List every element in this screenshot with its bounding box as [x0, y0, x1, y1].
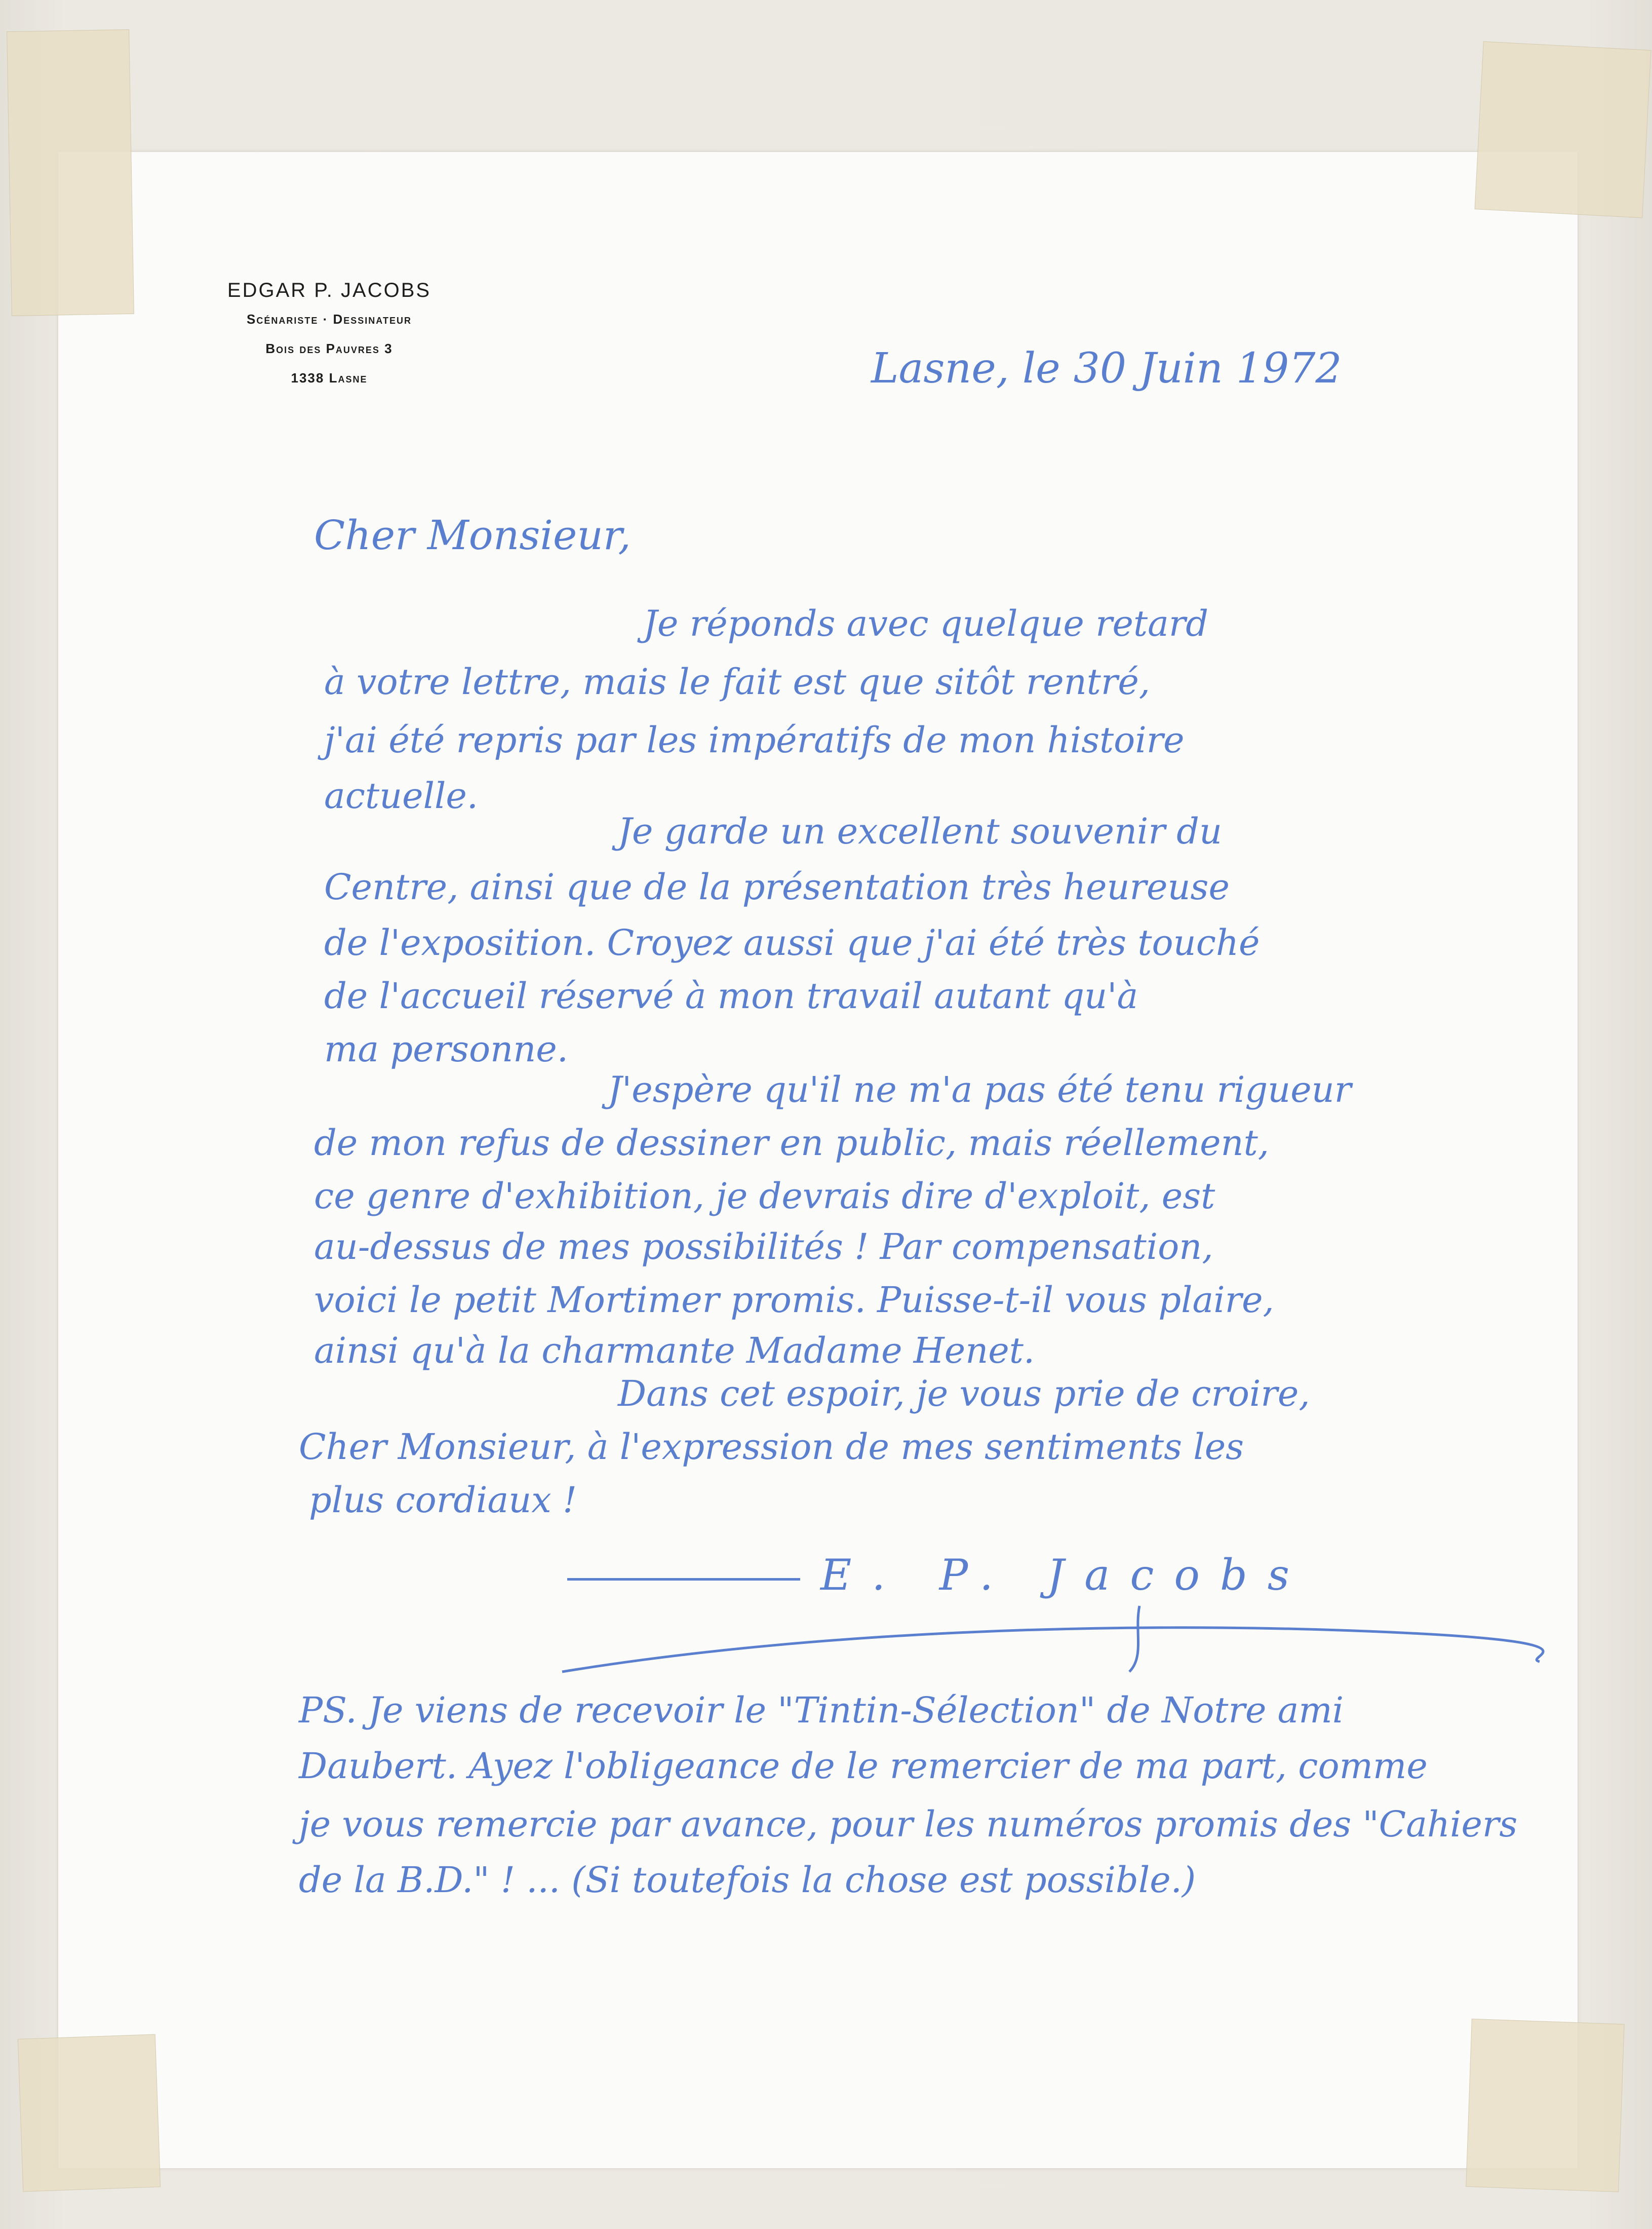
body-line: ainsi qu'à la charmante Madame Henet.: [314, 1330, 1035, 1371]
postscript-line: Daubert. Ayez l'obligeance de le remercier de ma part, comme: [299, 1745, 1428, 1787]
body-line: j'ai été repris par les impératifs de mon histoire: [324, 719, 1185, 761]
letterhead: [152, 276, 506, 393]
body-line: de mon refus de dessiner en public, mais réellement,: [314, 1122, 1269, 1164]
body-line: au-dessus de mes possibilités ! Par compensation,: [314, 1226, 1213, 1267]
body-line: de l'exposition. Croyez aussi que j'ai été très touché: [324, 922, 1260, 964]
salutation: Cher Monsieur,: [314, 512, 631, 559]
postscript-line: je vous remercie par avance, pour les numéros promis des "Cahiers: [299, 1803, 1518, 1845]
signature-rule: [567, 1578, 800, 1581]
body-line: plus cordiaux !: [309, 1479, 577, 1521]
letterhead-title: Scénariste · Dessinateur: [247, 312, 412, 327]
body-line: voici le petit Mortimer promis. Puisse-t-il vous plaire,: [314, 1279, 1274, 1321]
letterhead-city: 1338 Lasne: [291, 370, 368, 386]
body-line: J'espère qu'il ne m'a pas été tenu rigueur: [608, 1069, 1352, 1110]
tape-top-right: [1475, 42, 1651, 218]
body-line: à votre lettre, mais le fait est que sitôt rentré,: [324, 661, 1151, 703]
postscript-line: PS. Je viens de recevoir le "Tintin-Sélection" de Notre ami: [299, 1689, 1344, 1731]
letterhead-address: Bois des Pauvres 3: [265, 341, 393, 356]
body-line: de l'accueil réservé à mon travail autant qu'à: [324, 975, 1138, 1017]
body-line: ce genre d'exhibition, je devrais dire d'exploit, est: [314, 1175, 1215, 1217]
body-line: Je réponds avec quelque retard: [643, 603, 1209, 644]
body-line: Je garde un excellent souvenir du: [618, 811, 1223, 852]
letter-date: Lasne, le 30 Juin 1972: [871, 344, 1342, 393]
tape-top-left: [7, 29, 134, 316]
tape-bottom-right: [1466, 2019, 1624, 2192]
letterhead-name: EDGAR P. JACOBS: [227, 279, 431, 301]
signature-flourish: [557, 1601, 1545, 1677]
body-line: actuelle.: [324, 775, 479, 817]
postscript-line: de la B.D." ! ... (Si toutefois la chose est possible.): [299, 1859, 1196, 1901]
body-line: Centre, ainsi que de la présentation très heureuse: [324, 866, 1230, 908]
signature: E. P. Jacobs: [820, 1550, 1310, 1600]
tape-bottom-left: [18, 2034, 161, 2192]
body-line: ma personne.: [324, 1028, 568, 1070]
body-line: Dans cet espoir, je vous prie de croire,: [618, 1373, 1310, 1414]
body-line: Cher Monsieur, à l'expression de mes sentiments les: [299, 1426, 1244, 1468]
